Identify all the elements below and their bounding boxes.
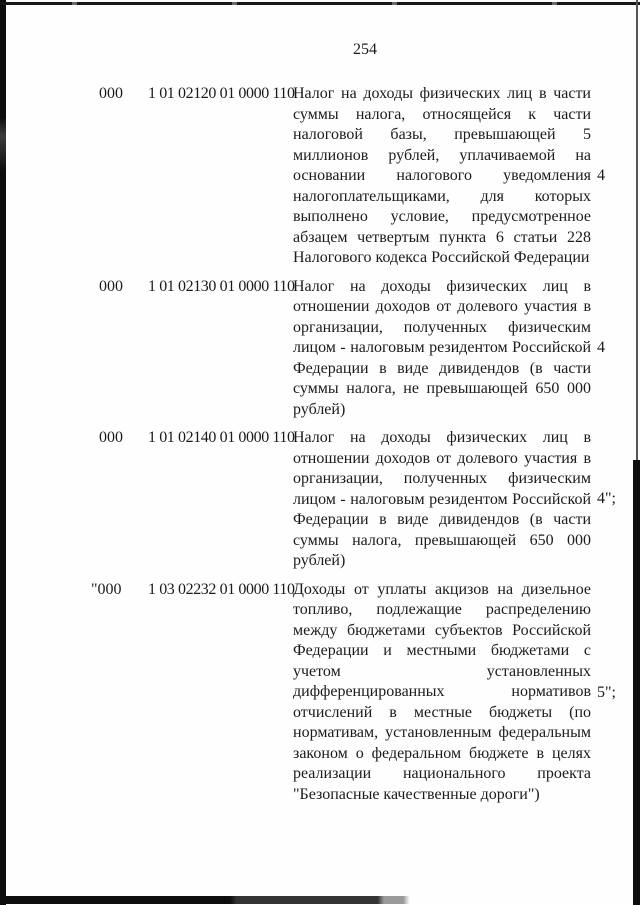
entry-admin-code: "000: [91, 580, 122, 598]
entry-admin-code: 000: [99, 429, 123, 446]
margin-note: 5";: [597, 683, 616, 701]
scan-edge-top: [0, 2, 640, 5]
entry-budget-code: 1 03 02232 01 0000 110: [148, 580, 295, 598]
margin-note: 4: [597, 167, 605, 184]
entry-budget-code: 1 01 02130 01 0000 110: [148, 277, 295, 295]
entry-description: Доходы от уплаты акцизов на дизельное топливо, подлежащие распределению между бюджетами субъектов Российской Федерации и местными бюджетами с учетом установленных дифференцированных нормативов отчислений в местные бюджеты (по нормативам, установленным федеральным законом о федеральном бюджете в целях реализации национального проекта "Безопасные качественные дороги"): [293, 580, 591, 803]
entry-budget-code: 1 01 02140 01 0000 110: [148, 429, 295, 446]
entry-admin-code: 000: [99, 277, 123, 295]
margin-note: 4: [597, 338, 605, 356]
entry-description: Налог на доходы физических лиц в отношении доходов от долевого участия в организации, полученных физическим лицом - налоговым резидентом Российской Федерации в виде дивидендов (в части суммы налога, не превышающей 650 000 рублей): [293, 277, 591, 418]
budget-code-list: [0, 84, 640, 813]
table-row: [0, 428, 640, 572]
table-row: [0, 84, 640, 269]
entry-admin-code: 000: [99, 85, 123, 102]
entry-description: Налог на доходы физических лиц в отношении доходов от долевого участия в организации, полученных физическим лицом - налоговым резидентом Российской Федерации в виде дивидендов (в части суммы налога, превышающей 650 000 рублей): [293, 429, 591, 569]
margin-note: 4";: [597, 490, 616, 507]
entry-description: Налог на доходы физических лиц в части суммы налога, относящейся к части налоговой базы, превышающей 5 миллионов рублей, уплачиваемой на основании налогового уведомления налогоплательщиками, для которых выполнено условие, предусмотренное абзацем четвертым пункта 6 статьи 228 Налогового кодекса Российской Федерации: [293, 85, 591, 266]
page-number: 254: [353, 41, 377, 58]
table-row: [0, 277, 640, 421]
entry-budget-code: 1 01 02120 01 0000 110: [148, 85, 295, 102]
table-row: [0, 580, 640, 806]
scan-edge-bottom: [0, 896, 640, 904]
